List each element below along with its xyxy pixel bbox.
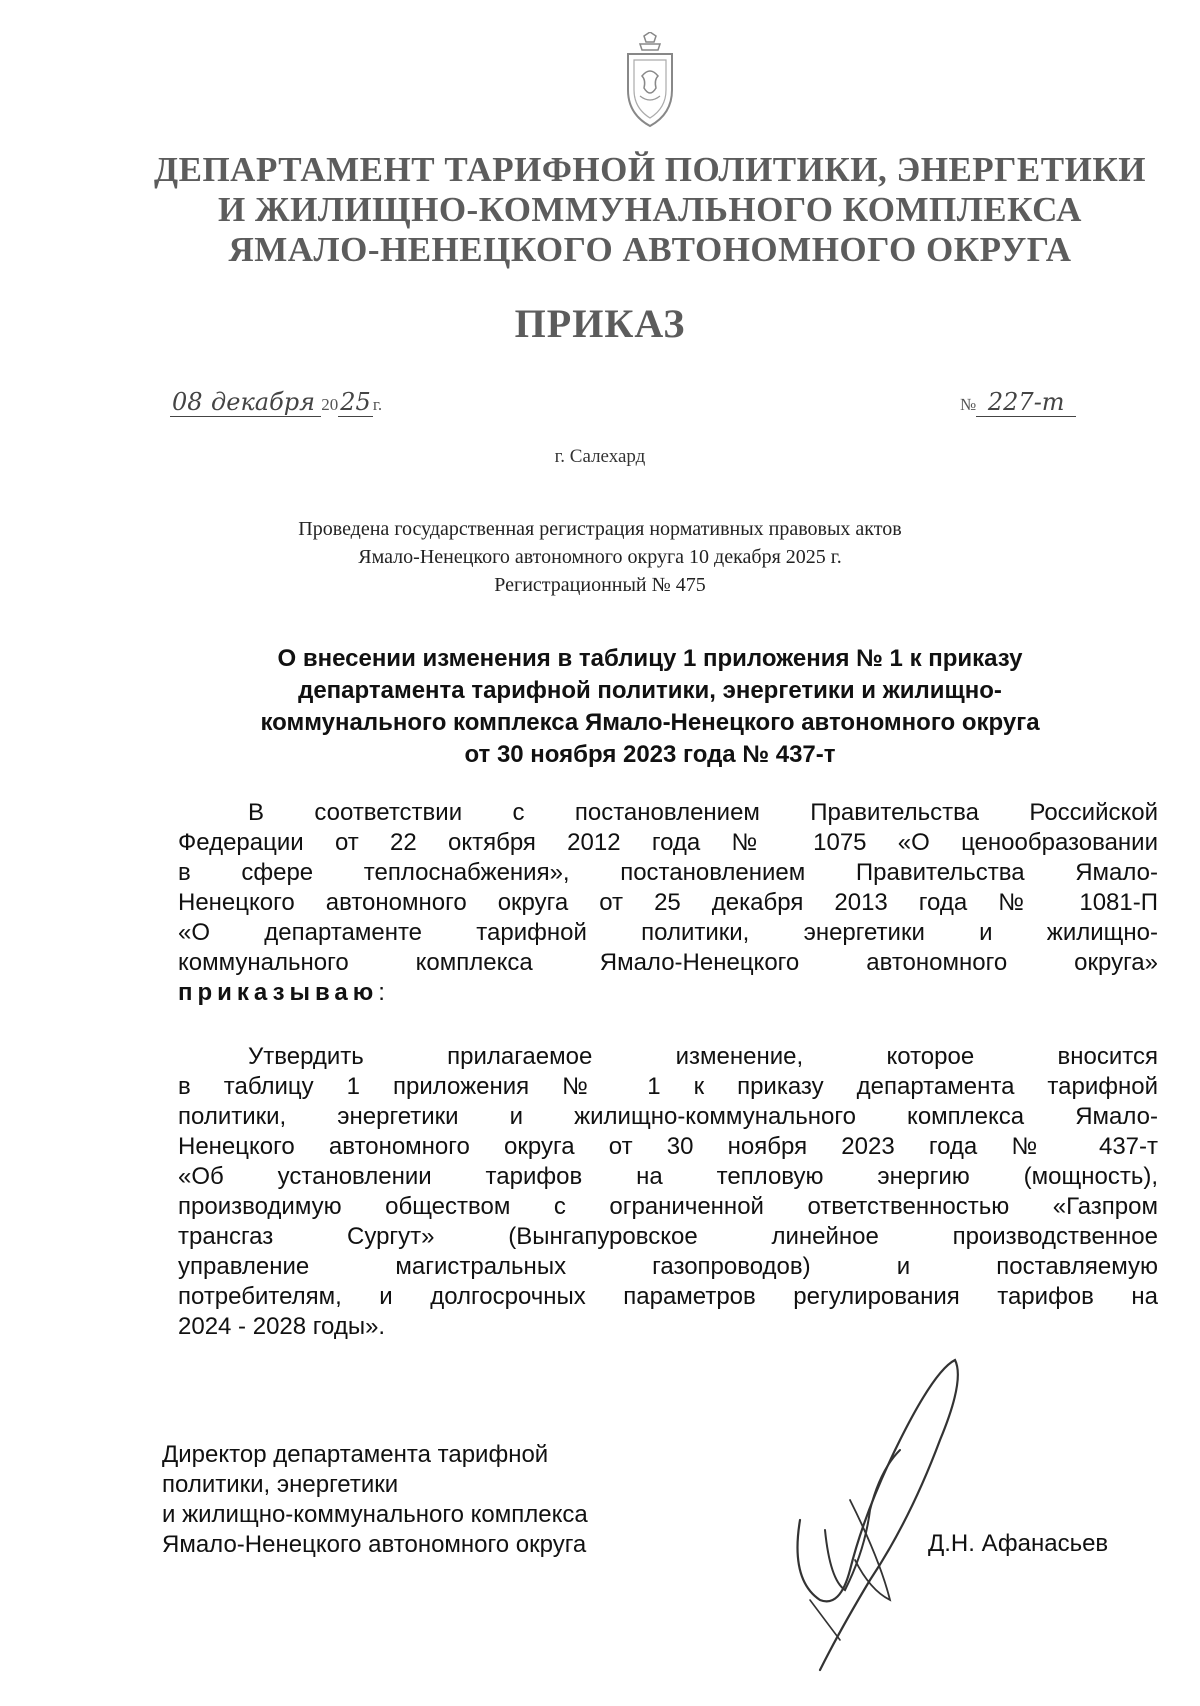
- preamble-line: Ненецкого автономного округа от 25 декабря 2013 года № 1081-П: [178, 889, 1158, 916]
- registration-line-2: Ямало-Ненецкого автономного округа 10 декабря 2025 г.: [358, 546, 842, 568]
- order-date: [170, 388, 382, 417]
- department-name-line-3: ЯМАЛО-НЕНЕЦКОГО АВТОНОМНОГО ОКРУГА: [228, 230, 1072, 269]
- document-type-title: ПРИКАЗ: [514, 301, 686, 346]
- body-line: политики, энергетики и жилищно-коммунального комплекса Ямало-: [178, 1103, 1158, 1130]
- order-heading-line-1: О внесении изменения в таблицу 1 приложения № 1 к приказу: [277, 645, 1023, 672]
- signatory-name: Д.Н. Афанасьев: [928, 1530, 1109, 1557]
- body-paragraph: [178, 1042, 1158, 1342]
- coat-of-arms-emblem: [618, 32, 682, 128]
- preamble-line: В соответствии с постановлением Правительства Российской: [248, 799, 1158, 826]
- registration-line-3: Регистрационный № 475: [494, 574, 706, 596]
- body-line: потребителям, и долгосрочных параметров регулирования тарифов на: [178, 1283, 1158, 1310]
- body-line: Утвердить прилагаемое изменение, которое вносится: [248, 1043, 1158, 1070]
- preamble-line: коммунального комплекса Ямало-Ненецкого автономного округа»: [178, 949, 1158, 976]
- signatory-title: [162, 1440, 588, 1560]
- preamble-paragraph: [178, 798, 1158, 1008]
- order-year-prefix: 20: [321, 395, 339, 414]
- order-number: [960, 388, 1076, 417]
- order-number-value: 227-т: [987, 388, 1065, 416]
- registration-line-1: Проведена государственная регистрация нормативных правовых актов: [298, 518, 902, 540]
- order-year-g: г.: [372, 395, 383, 414]
- signatory-title-line: Ямало-Ненецкого автономного округа: [162, 1531, 587, 1558]
- body-line: производимую обществом с ограниченной ответственностью «Газпром: [178, 1193, 1158, 1220]
- preamble-line: «О департаменте тарифной политики, энергетики и жилищно-: [178, 919, 1158, 946]
- department-name-line-2: И ЖИЛИЩНО-КОММУНАЛЬНОГО КОМПЛЕКСА: [218, 190, 1082, 229]
- order-heading-line-3: коммунального комплекса Ямало-Ненецкого автономного округа: [260, 709, 1040, 736]
- body-line: Ненецкого автономного округа от 30 ноября 2023 года № 437-т: [178, 1133, 1158, 1160]
- signatory-title-line: и жилищно-коммунального комплекса: [162, 1501, 588, 1528]
- order-word-colon: :: [378, 979, 385, 1006]
- preamble-line: в сфере теплоснабжения», постановлением Правительства Ямало-: [178, 859, 1158, 886]
- signatory-title-line: Директор департамента тарифной: [162, 1441, 549, 1468]
- body-line: в таблицу 1 приложения № 1 к приказу департамента тарифной: [178, 1073, 1158, 1100]
- order-date-handwritten: [170, 388, 321, 417]
- preamble-line: Федерации от 22 октября 2012 года № 1075 «О ценообразовании: [178, 829, 1158, 856]
- body-line: трансгаз Сургут» (Вынгапуровское линейное производственное: [178, 1223, 1158, 1250]
- order-city: г. Салехард: [554, 446, 646, 467]
- order-number-label: №: [960, 395, 977, 414]
- body-line: 2024 - 2028 годы».: [178, 1313, 386, 1340]
- order-year-suffix: 25: [340, 388, 371, 416]
- body-line: управление магистральных газопроводов) и поставляемую: [178, 1253, 1158, 1280]
- order-heading-line-4: от 30 ноября 2023 года № 437-т: [464, 741, 836, 768]
- order-heading-line-2: департамента тарифной политики, энергетики и жилищно-: [298, 677, 1002, 704]
- order-month: декабря: [211, 388, 316, 416]
- order-word: приказываю: [178, 979, 379, 1006]
- order-day: 08: [172, 388, 203, 416]
- body-line: «Об установлении тарифов на тепловую энергию (мощность),: [178, 1163, 1158, 1190]
- handwritten-signature: [770, 1350, 990, 1690]
- signatory-title-line: политики, энергетики: [162, 1471, 399, 1498]
- preamble-order-line: [178, 978, 1158, 1008]
- department-name-line-1: ДЕПАРТАМЕНТ ТАРИФНОЙ ПОЛИТИКИ, ЭНЕРГЕТИКИ: [154, 150, 1146, 189]
